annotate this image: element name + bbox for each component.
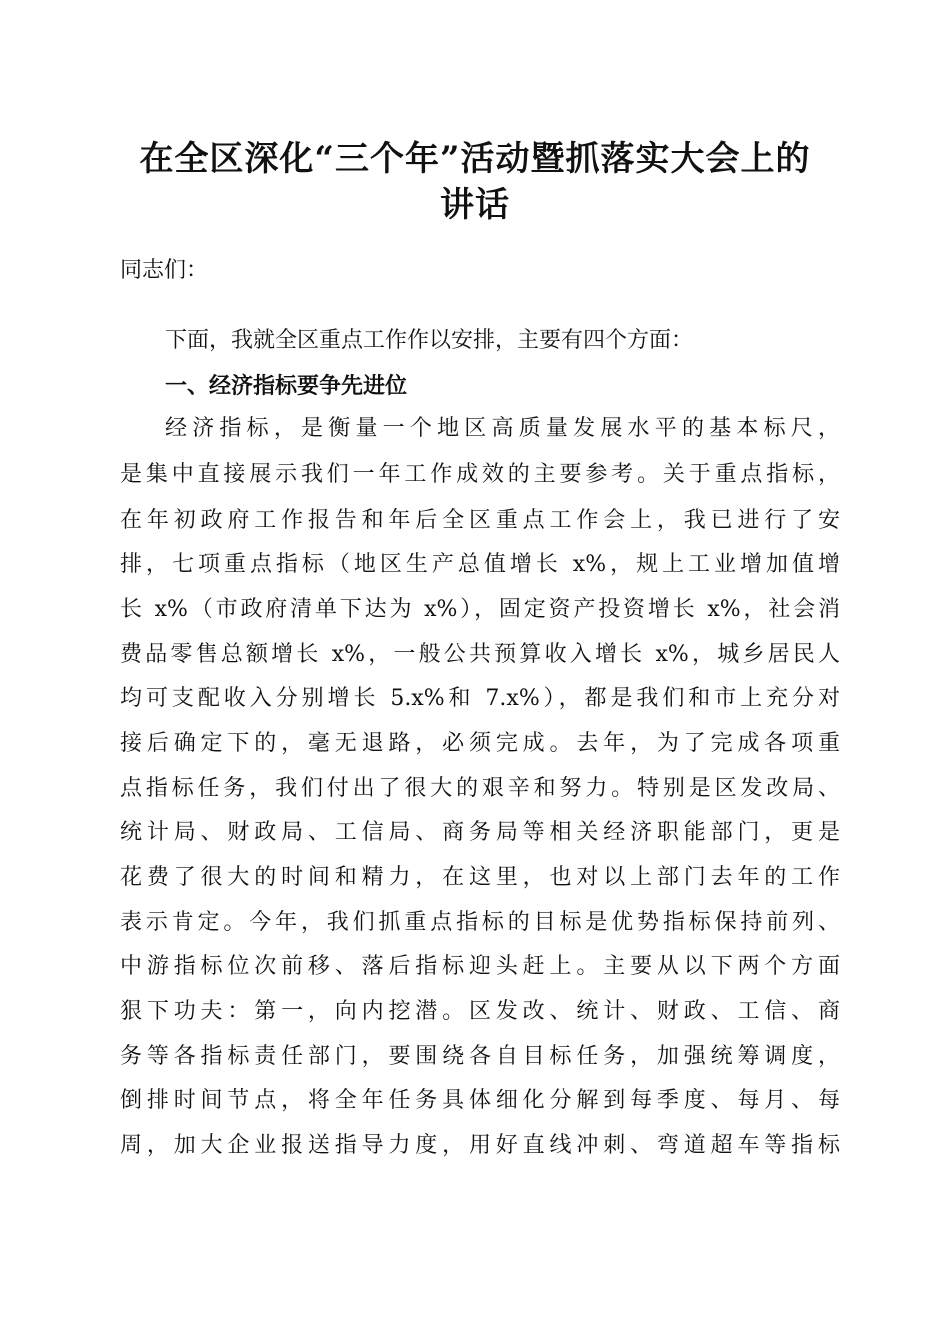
body-line: 务等各指标责任部门，要围绕各自目标任务，加强统筹调度， [120,1044,840,1069]
body-line: 统计局、财政局、工信局、商务局等相关经济职能部门，更是 [120,820,840,845]
body-line: 在年初政府工作报告和年后全区重点工作会上，我已进行了安 [120,508,840,533]
document-title-line-1: 在全区深化“三个年”活动暨抓落实大会上的 [139,139,811,179]
body-line: 花费了很大的时间和精力，在这里，也对以上部门去年的工作 [120,865,840,890]
salutation: 同志们： [120,258,209,283]
body-line: 点指标任务，我们付出了很大的艰辛和努力。特别是区发改局、 [120,776,840,801]
section-heading: 一、经济指标要争先进位 [165,374,408,399]
document-title-line-2: 讲话 [440,185,510,225]
body-line: 费品零售总额增长 x%，一般公共预算收入增长 x%，城乡居民人 [120,642,840,667]
body-line: 经济指标，是衡量一个地区高质量发展水平的基本标尺， [165,416,840,441]
body-line: 排，七项重点指标（地区生产总值增长 x%，规上工业增加值增 [120,552,840,577]
body-line: 是集中直接展示我们一年工作成效的主要参考。关于重点指标， [120,462,840,487]
body-line: 倒排时间节点，将全年任务具体细化分解到每季度、每月、每 [120,1088,840,1113]
body-line: 狠下功夫：第一，向内挖潜。区发改、统计、财政、工信、商 [120,999,840,1024]
body-line: 均可支配收入分别增长 5.x%和 7.x%），都是我们和市上充分对 [120,686,840,711]
body-line: 长 x%（市政府清单下达为 x%），固定资产投资增长 x%，社会消 [120,597,840,622]
body-line: 接后确定下的，毫无退路，必须完成。去年，为了完成各项重 [120,731,840,756]
body-line: 表示肯定。今年，我们抓重点指标的目标是优势指标保持前列、 [120,910,840,935]
intro-paragraph: 下面，我就全区重点工作作以安排，主要有四个方面： [165,328,694,353]
body-line: 周，加大企业报送指导力度，用好直线冲刺、弯道超车等指标 [120,1133,840,1158]
body-line: 中游指标位次前移、落后指标迎头赶上。主要从以下两个方面 [120,954,840,979]
